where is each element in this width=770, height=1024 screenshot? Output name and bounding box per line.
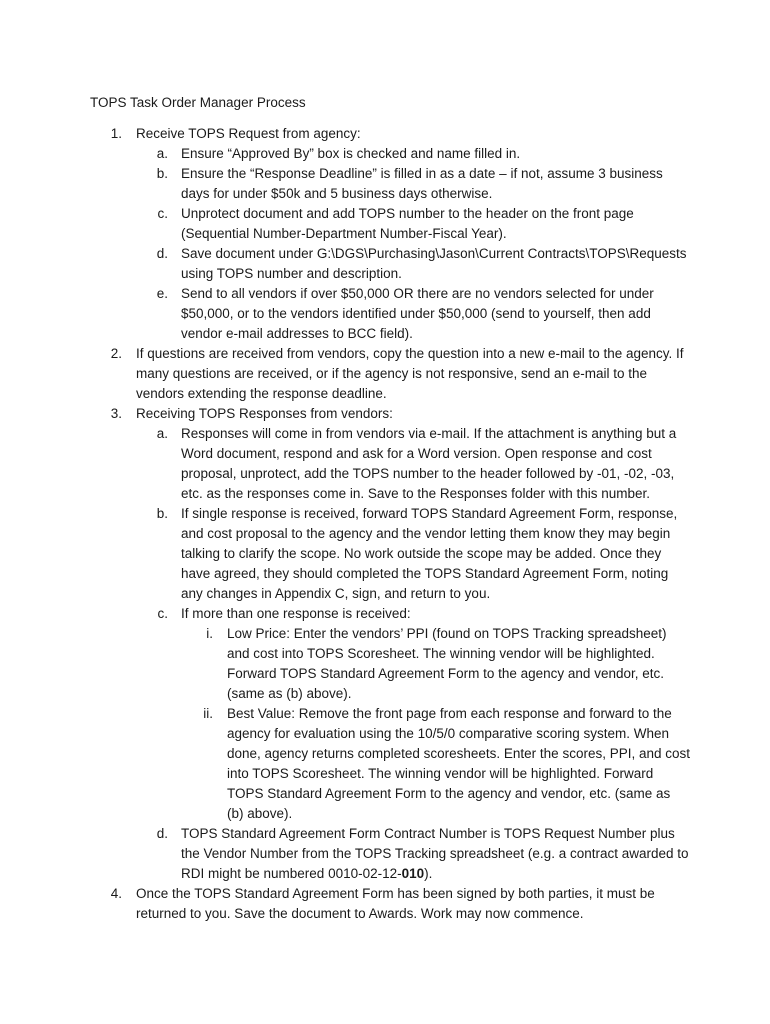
- step-marker: 4.: [110, 886, 122, 901]
- substep-text: [181, 824, 690, 884]
- substep-text: Ensure “Approved By” box is checked and name filled in.: [181, 146, 521, 161]
- document-title: TOPS Task Order Manager Process: [90, 95, 306, 110]
- substep-marker: b.: [156, 506, 168, 521]
- subsubstep-marker: i.: [206, 626, 213, 641]
- step-3d: [90, 824, 690, 884]
- step-marker: 2.: [110, 346, 122, 361]
- substep-text: Unprotect document and add TOPS number to the header on the front page (Sequential Number-Department Number-Fiscal Year).: [181, 206, 634, 241]
- substep-text: If single response is received, forward TOPS Standard Agreement Form, response, and cost proposal to the agency and the vendor letting them know they may begin talking to clarify the scope. No work outside the scope may be added. Once they have agreed, they should completed the TOPS Standard Agreement Form, noting any changes in Appendix C, sign, and return to you.: [181, 506, 678, 601]
- subsubstep-text: Low Price: Enter the vendors’ PPI (found on TOPS Tracking spreadsheet) and cost into TOPS Scoresheet. The winning vendor will be highlighted. Forward TOPS Standard Agreement Form to the agency and vendor, etc. (same as (b) above).: [227, 626, 667, 701]
- step-1b: [90, 164, 690, 204]
- subsubstep-marker: ii.: [203, 706, 213, 721]
- step-3: [90, 404, 690, 424]
- substep-marker: a.: [156, 426, 168, 441]
- step-text: Once the TOPS Standard Agreement Form has been signed by both parties, it must be returned to you. Save the document to Awards. Work may now commence.: [136, 886, 655, 921]
- substep-text: Ensure the “Response Deadline” is filled in as a date – if not, assume 3 business days for under $50k and 5 business days otherwise.: [181, 166, 663, 201]
- step-2: [90, 344, 690, 404]
- substep-marker: c.: [157, 606, 168, 621]
- step-3c: [90, 604, 690, 624]
- process-list: [90, 124, 690, 924]
- substep-text: If more than one response is received:: [181, 606, 411, 621]
- step-1d: [90, 244, 690, 284]
- step-1e: [90, 284, 690, 344]
- step-3a: [90, 424, 690, 504]
- substep-marker: d.: [156, 826, 168, 841]
- substep-marker: e.: [156, 286, 168, 301]
- step-marker: 3.: [110, 406, 122, 421]
- step-3c-ii: [90, 704, 690, 824]
- substep-text: Send to all vendors if over $50,000 OR there are no vendors selected for under $50,000, or to the vendors identified under $50,000 (send to yourself, then add vendor e-mail addresses to BCC field).: [181, 286, 654, 341]
- step-text: If questions are received from vendors, copy the question into a new e-mail to the agency. If many questions are received, or if the agency is not responsive, send an e-mail to the vendors extending the response deadline.: [136, 346, 684, 401]
- step-1a: [90, 144, 690, 164]
- step-3b: [90, 504, 690, 604]
- substep-text-main: TOPS Standard Agreement Form Contract Number is TOPS Request Number plus the Vendor Number from the TOPS Tracking spreadsheet (e.g. a contract awarded to RDI might be numbered 0010-02-12-: [181, 826, 689, 881]
- vendor-number-bold: 010: [401, 866, 425, 881]
- step-4: [90, 884, 690, 924]
- substep-marker: b.: [156, 166, 168, 181]
- step-3c-i: [90, 624, 690, 704]
- step-1: [90, 124, 690, 144]
- substep-marker: d.: [156, 246, 168, 261]
- substep-marker: a.: [156, 146, 168, 161]
- substep-marker: c.: [157, 206, 168, 221]
- step-text: Receive TOPS Request from agency:: [136, 126, 361, 141]
- step-marker: 1.: [110, 126, 122, 141]
- substep-text: Responses will come in from vendors via e-mail. If the attachment is anything but a Word document, respond and ask for a Word version. Open response and cost proposal, unprotect, add the TOPS number to the header followed by -01, -02, -03, etc. as the responses come in. Save to the Responses folder with this number.: [181, 426, 677, 501]
- substep-text-end: ).: [424, 866, 433, 881]
- step-1c: [90, 204, 690, 244]
- subsubstep-text: Best Value: Remove the front page from each response and forward to the agency for evaluation using the 10/5/0 comparative scoring system. When done, agency returns completed scoresheets. Enter the scores, PPI, and cost into TOPS Scoresheet. The winning vendor will be highlighted. Forward TOPS Standard Agreement Form to the agency and vendor, etc. (same as (b) above).: [227, 706, 691, 821]
- step-text: Receiving TOPS Responses from vendors:: [136, 406, 393, 421]
- substep-text: Save document under G:\DGS\Purchasing\Jason\Current Contracts\TOPS\Requests using TOPS number and description.: [181, 246, 687, 281]
